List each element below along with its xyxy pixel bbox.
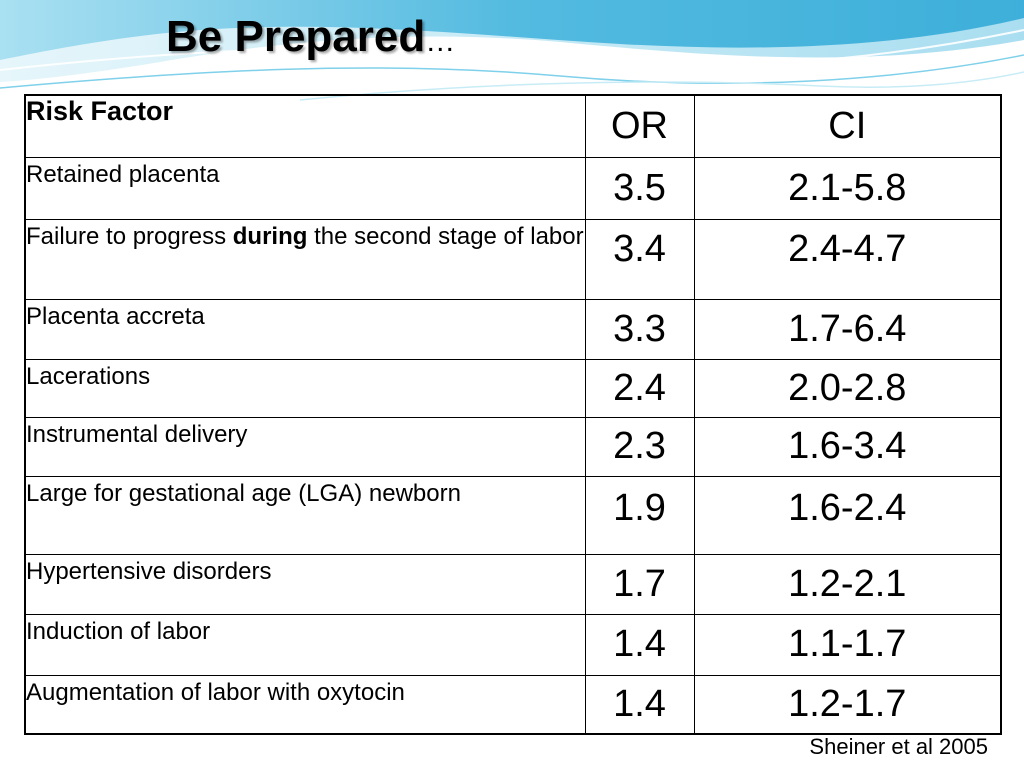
- ci-cell: 1.6-2.4: [694, 476, 1001, 554]
- table-row: [25, 219, 1001, 299]
- ci-cell: 2.0-2.8: [694, 359, 1001, 417]
- or-cell: 3.3: [585, 299, 694, 359]
- ci-cell: 1.6-3.4: [694, 417, 1001, 476]
- table-row: [25, 554, 1001, 614]
- header-or: OR: [585, 95, 694, 157]
- risk-factor-cell: Retained placenta: [25, 157, 585, 219]
- risk-factor-cell: Large for gestational age (LGA) newborn: [25, 476, 585, 554]
- page-title: [166, 10, 455, 69]
- header-ci: CI: [694, 95, 1001, 157]
- title-ellipsis: …: [425, 25, 456, 58]
- risk-factor-cell: [25, 219, 585, 299]
- ci-cell: 1.1-1.7: [694, 614, 1001, 675]
- table-row: [25, 675, 1001, 734]
- header-risk-factor: Risk Factor: [25, 95, 585, 157]
- table-row: [25, 359, 1001, 417]
- source-citation: Sheiner et al 2005: [809, 734, 988, 759]
- risk-factor-cell: Induction of labor: [25, 614, 585, 675]
- or-cell: 3.4: [585, 219, 694, 299]
- ci-cell: 2.1-5.8: [694, 157, 1001, 219]
- risk-text-bold: during: [232, 222, 308, 250]
- risk-factor-cell: Augmentation of labor with oxytocin: [25, 675, 585, 734]
- risk-factor-cell: Hypertensive disorders: [25, 554, 585, 614]
- risk-factor-cell: Placenta accreta: [25, 299, 585, 359]
- risk-factor-table: [24, 94, 1002, 735]
- or-cell: 1.7: [585, 554, 694, 614]
- table-row: [25, 157, 1001, 219]
- or-cell: 1.9: [585, 476, 694, 554]
- title-text: Be Prepared: [166, 12, 426, 61]
- risk-text-pre: Failure to progress: [26, 222, 233, 250]
- or-cell: 2.4: [585, 359, 694, 417]
- table-row: [25, 614, 1001, 675]
- or-cell: 1.4: [585, 614, 694, 675]
- table-row: [25, 417, 1001, 476]
- ci-cell: 1.2-1.7: [694, 675, 1001, 734]
- risk-text-post: the second stage of labor: [307, 222, 584, 250]
- table-row: [25, 299, 1001, 359]
- table-header-row: [25, 95, 1001, 157]
- risk-factor-cell: Lacerations: [25, 359, 585, 417]
- or-cell: 1.4: [585, 675, 694, 734]
- risk-factor-cell: Instrumental delivery: [25, 417, 585, 476]
- ci-cell: 1.7-6.4: [694, 299, 1001, 359]
- table-row: [25, 476, 1001, 554]
- or-cell: 3.5: [585, 157, 694, 219]
- or-cell: 2.3: [585, 417, 694, 476]
- ci-cell: 1.2-2.1: [694, 554, 1001, 614]
- ci-cell: 2.4-4.7: [694, 219, 1001, 299]
